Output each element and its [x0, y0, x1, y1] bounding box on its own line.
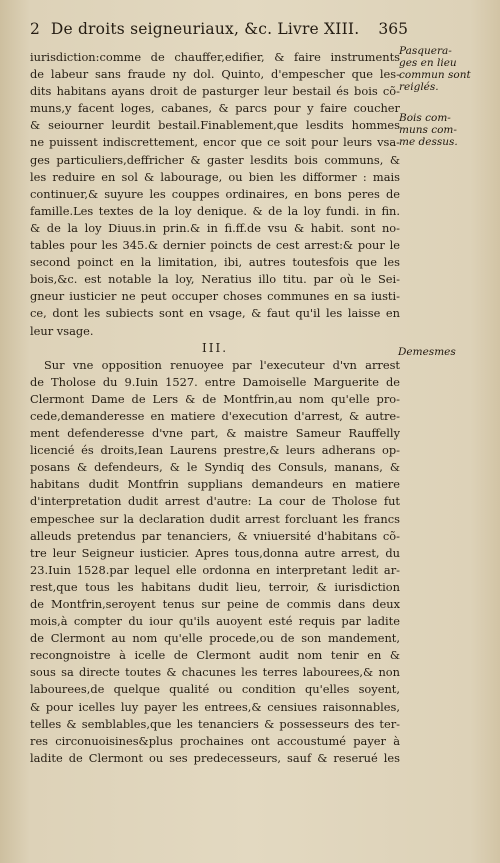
text-line: leur vsage. — [30, 323, 94, 338]
text-line: licencié és droits,Iean Laurens prestre,& leurs adherans op- — [30, 443, 400, 458]
text-line: gneur iusticier ne peut occuper choses communes en sa iusti- — [30, 289, 400, 304]
text-line: continuer,& suyure les couppes ordinaires, en bons peres de — [30, 186, 400, 201]
margin-note-demesmes — [398, 346, 456, 358]
running-title: De droits seigneuriaux, &c. Livre XIII. — [50, 20, 360, 38]
text-line: mois,à compter du iour qu'ils auoyent esté requis par ladite — [30, 614, 400, 629]
text-line: labourees,de quelque qualité ou condition qu'elles soyent, — [30, 682, 400, 697]
margin-note-common-woods — [399, 112, 458, 148]
text-line: ladite de Clermont ou ses predecesseurs, sauf & reserué les — [30, 750, 400, 765]
text-line: empeschee sur la declaration dudit arrest forcluant les francs — [30, 511, 400, 526]
margin-note-line: muns com- — [399, 124, 457, 136]
text-line: ne puissent indiscrettement, encor que ce soit pour leurs vsa- — [30, 135, 400, 150]
text-line: de Montfrin,seroyent tenus sur peine de commis dans deux — [30, 597, 400, 611]
running-header — [30, 20, 408, 38]
text-line: dits habitans ayans droit de pasturger leur bestail és bois cõ- — [30, 84, 400, 99]
margin-note-line: commun sont — [399, 69, 471, 81]
text-line: d'interpretation dudit arrest d'autre: La cour de Tholose fut — [30, 494, 400, 509]
text-line: & de la loy Diuus.in prin.& in fi.ff.de vsu & habit. sont no- — [30, 220, 400, 235]
main-text — [30, 49, 400, 767]
text-line: de Clermont au nom qu'elle procede,ou de son mandement, — [30, 631, 400, 646]
text-line: ges particuliers,deffricher & gaster lesdits bois communs, & — [30, 152, 400, 167]
text-line: ment defenderesse d'vne part, & maistre Sameur Rauffelly — [30, 426, 400, 441]
margin-note-pasturage — [399, 45, 471, 93]
page-number: 2 — [30, 20, 40, 38]
text-line: & pour icelles luy payer les entrees,& censiues raisonnables, — [30, 699, 400, 714]
margin-note-line: me dessus. — [399, 136, 458, 148]
text-line: recongnoistre à icelle de Clermont audit nom tenir en & — [30, 648, 400, 663]
text-line: bois,&c. est notable la loy, Neratius illo titu. par où le Sei- — [30, 272, 400, 287]
margin-note-line: Bois com- — [399, 112, 451, 124]
text-line: alleuds pretendus par tenanciers, & vniuersité d'habitans cõ- — [30, 528, 400, 543]
margin-note-line: Demesmes — [398, 346, 456, 358]
text-line: & seiourner leurdit bestail.Finablement,que lesdits hommes — [30, 118, 400, 133]
text-line: famille.Les textes de la loy denique. & de la loy fundi. in fin. — [30, 203, 400, 218]
folio-number: 365 — [378, 20, 408, 38]
margin-note-line: ges en lieu — [399, 57, 457, 69]
paragraph-block-2 — [30, 357, 400, 767]
text-line: posans & defendeurs, & le Syndiq des Consuls, manans, & — [30, 460, 400, 475]
text-line: les reduire en sol & labourage, ou bien les difformer : mais — [30, 169, 400, 184]
text-line: Sur vne opposition renuoyee par l'executeur d'vn arrest — [44, 357, 400, 372]
text-line: iurisdiction:comme de chauffer,edifier, & faire instruments — [30, 50, 400, 64]
text-line: tables pour les 345.& dernier poincts de cest arrest:& pour le — [30, 238, 400, 253]
text-line: ce, dont les subiects sont en vsage, & faut qu'il les laisse en — [30, 306, 400, 321]
paragraph-block-1 — [30, 49, 400, 340]
text-line: Clermont Dame de Lers & de Montfrin,au nom qu'elle pro- — [30, 391, 400, 406]
text-line: habitans dudit Montfrin supplians demandeurs en matiere — [30, 477, 400, 492]
margin-note-line: Pasquera- — [399, 45, 452, 57]
text-line: cede,demanderesse en matiere d'execution d'arrest, & autre- — [30, 408, 400, 423]
text-line: de labeur sans fraude ny dol. Quinto, d'empescher que les- — [30, 67, 400, 82]
text-line: res circonuoisines&plus prochaines ont accoustumé payer à — [30, 733, 400, 748]
text-line: muns,y facent loges, cabanes, & parcs pour y faire coucher — [30, 101, 400, 116]
text-line: second poinct en la limitation, ibi, autres toutesfois que les — [30, 255, 400, 270]
text-line: 23.Iuin 1528.par lequel elle ordonna en interpretant ledit ar- — [30, 562, 400, 577]
text-line: rest,que tous les habitans dudit lieu, terroir, & iurisdiction — [30, 579, 400, 594]
text-line: telles & semblables,que les tenanciers & possesseurs des ter- — [30, 716, 400, 731]
text-line: tre leur Seigneur iusticier. Apres tous,donna autre arrest, du — [30, 545, 400, 560]
text-line: de Tholose du 9.Iuin 1527. entre Damoiselle Marguerite de — [30, 374, 400, 389]
text-line: sous sa directe toutes & chacunes les terres labourees,& non — [30, 665, 400, 680]
margin-note-line: reiglés. — [399, 81, 439, 93]
section-heading: III. — [201, 340, 229, 355]
